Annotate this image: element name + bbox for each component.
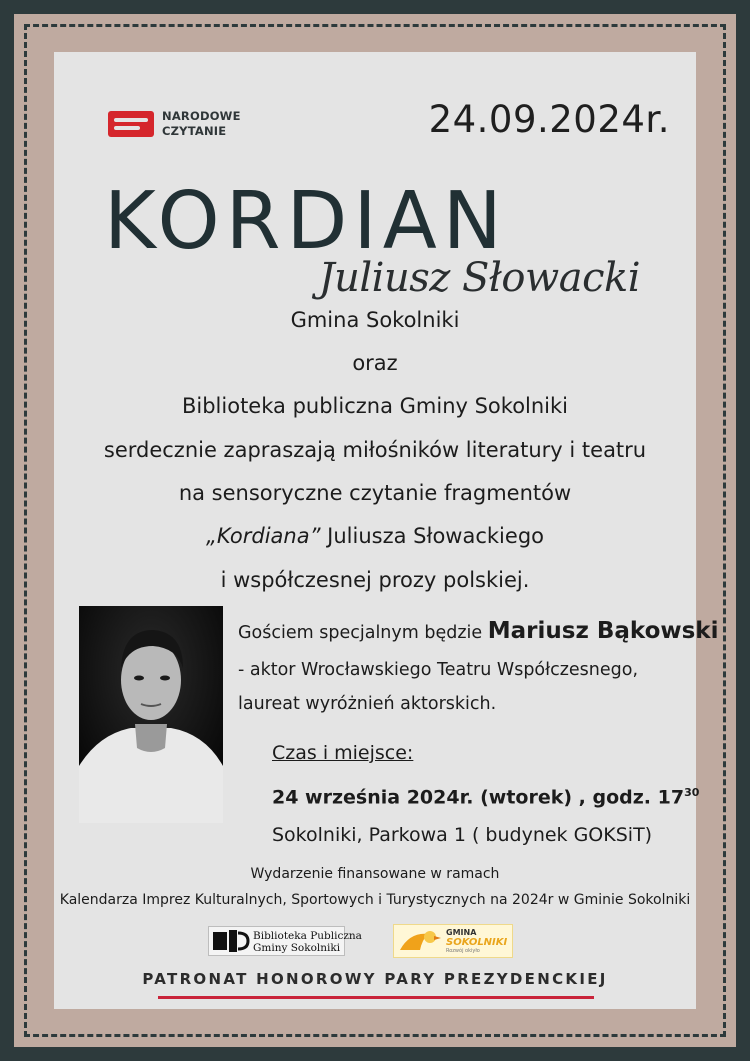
- guest-intro-line: [238, 620, 719, 643]
- patronage-rule: [158, 996, 594, 999]
- invitation-line: na sensoryczne czytanie fragmentów: [178, 481, 572, 505]
- guest-name: Mariusz Bąkowski: [487, 618, 719, 644]
- invitation-line: serdecznie zapraszają miłośników literatury i teatru: [103, 438, 647, 462]
- guest-description-1: - aktor Wrocławskiego Teatru Współczesnego,: [238, 660, 639, 680]
- funding-line-2: Kalendarza Imprez Kulturalnych, Sportowych i Turystycznych na 2024r w Gminie Sokolniki: [59, 892, 691, 908]
- invitation-author: Juliusza Słowackiego: [327, 524, 544, 548]
- portrait-image: [79, 606, 223, 823]
- gmina-logo-line-2: SOKOLNIKI: [446, 937, 508, 948]
- book-title: KORDIAN: [104, 175, 508, 267]
- logo-line-1: NARODOWE: [162, 109, 241, 123]
- invitation-line: i współczesnej prozy polskiej.: [220, 568, 530, 592]
- organizer-2: Biblioteka publiczna Gminy Sokolniki: [181, 394, 569, 418]
- quoted-title: „Kordiana”: [206, 524, 321, 548]
- conjunction: oraz: [352, 351, 398, 375]
- funding-line-1: Wydarzenie finansowane w ramach: [250, 866, 500, 882]
- gmina-sokolniki-logo: [393, 924, 513, 958]
- event-time-text: 24 września 2024r. (wtorek) , godz. 17: [272, 786, 685, 809]
- invitation-line: [0, 526, 750, 547]
- guest-photo: [79, 606, 223, 823]
- organizer-1: Gmina Sokolniki: [290, 308, 460, 332]
- bird-emblem-icon: [398, 928, 442, 954]
- logo-line-2: CZYTANIE: [162, 124, 227, 138]
- library-logo: [208, 926, 362, 956]
- library-logo-line-2: Gminy Sokolniki: [253, 942, 341, 954]
- library-logo-line-1: Biblioteka Publiczna: [253, 930, 362, 942]
- time-place-heading: Czas i miejsce:: [272, 742, 414, 764]
- event-date: 24.09.2024r.: [428, 98, 670, 141]
- book-icon: [108, 111, 154, 137]
- event-place: Sokolniki, Parkowa 1 ( budynek GOKSiT): [272, 824, 653, 846]
- guest-intro: Gościem specjalnym będzie: [238, 623, 483, 643]
- book-author: Juliusz Słowacki: [318, 255, 640, 301]
- book-stack-icon: [212, 929, 250, 953]
- gmina-logo-line-1: GMINA: [446, 928, 477, 937]
- event-time-minutes: 30: [684, 786, 700, 799]
- guest-description-2: laureat wyróżnień aktorskich.: [238, 694, 497, 714]
- patronage-text: PATRONAT HONOROWY PARY PREZYDENCKIEJ: [142, 970, 608, 988]
- event-time: [272, 787, 699, 807]
- gmina-logo-line-3: Rozwój okiyło: [446, 948, 480, 954]
